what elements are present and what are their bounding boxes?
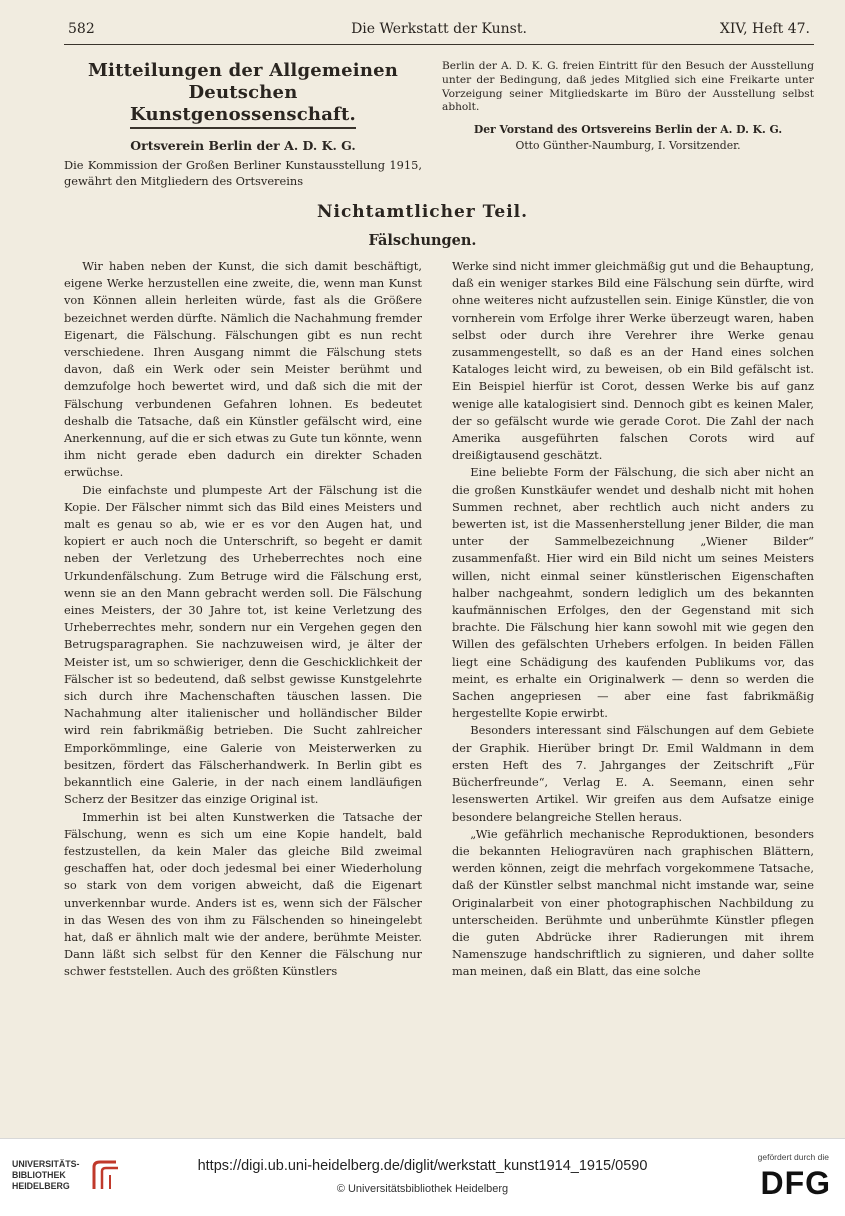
notice-right-column <box>442 60 814 153</box>
header-rule <box>64 44 814 45</box>
article-left-column <box>64 258 422 981</box>
notice-subtitle: Ortsverein Berlin der A. D. K. G. <box>130 138 356 153</box>
paragraph: Besonders interessant sind Fälschungen auf dem Gebiete der Graphik. Hierüber bringt Dr. Emil Waldmann in dem ersten Heft des 7. Jahrganges der Zeitschrift „Für Bücherfreunde“, Verlag E. A. Seemann, einen sehr lesenswerten Artikel. Wir greifen aus dem Aufsatze einige besondere belangreiche Stellen heraus. <box>452 723 814 824</box>
paragraph: Eine beliebte Form der Fälschung, die sich aber nicht an die großen Kunstkäufer wendet und deshalb nicht mit hohen Summen rechnet, aber rechtlich auch nicht anders zu bewerten ist, ist die Massenherstellung jener Bilder, die man unter der Sammelbezeichnung „Wiener Bilder“ zusammenfaßt. Hier wird ein Bild nicht um seines Meisters willen, nicht einmal seiner künstlerischen Eigenschaften halber nachgeahmt, sondern lediglich um des bekannten kaufmännischen Erfolges, den der Gegenstand mit sich brachte. Die Fälschung hier kann sowohl mit wie gegen den Willen des gefälschten Urhebers erfolgen. In beiden Fällen liegt eine Schädigung des kaufenden Publikums vor, das meint, es erhalte ein Originalwerk — denn so werden die Sachen angepriesen — aber eine fast fabrikmäßig hergestellte Kopie erwirbt. <box>452 465 814 721</box>
dfg-logo[interactable]: DFG <box>760 1165 831 1201</box>
running-title: Die Werkstatt der Kunst. <box>351 21 527 37</box>
notice-title-line1: Mitteilungen der Allgemeinen Deutschen <box>87 60 399 103</box>
issue-number: XIV, Heft 47. <box>719 21 810 37</box>
notice-title <box>64 60 422 129</box>
notice-left-column <box>64 60 422 189</box>
paragraph: Werke sind nicht immer gleichmäßig gut und die Behauptung, daß ein weniger starkes Bild eine Fälschung sein dürfte, wird ohne weiteres nicht aufzustellen sein. Einige Künstler, die von vornherein vom Erfolge ihrer Werke überzeugt waren, haben selbst oder durch ihre Verehrer ihre Werke genau zusammengestellt, so daß es an der Hand eines solchen Kataloges leicht wird, zu beweisen, ob ein Bild gefälscht ist. Ein Beispiel hierfür ist Corot, dessen Werke bis auf ganz wenige alle katalogisiert sind. Dennoch gibt es keinen Maler, der so gefälscht wurde wie gerade Corot. Die Zahl der nach Amerika ausgeführten falschen Corots wird auf dreißigtausend geschätzt. <box>452 259 814 463</box>
library-name: UNIVERSITÄTS- BIBLIOTHEK HEIDELBERG <box>12 1159 80 1191</box>
article-title: Fälschungen. <box>368 232 477 249</box>
paragraph: Die einfachste und plumpeste Art der Fälschung ist die Kopie. Der Fälscher nimmt sich das Bild eines Meisters und malt es genau so ab, wie er es vor den Augen hat, und kopiert er auch noch die Unterschrift, so begeht er damit neben der Verletzung des Urheberrechtes noch eine Urkundenfälschung. Zum Betruge wird die Fälschung erst, wenn sie an den Mann gebracht werden soll. Die Fälschung eines Meisters, der 30 Jahre tot, ist keine Verletzung des Urheberrechtes mehr, sondern nur ein Vergehen gegen den Betrugsparagraphen. Sie nachzuweisen wird, je älter der Meister ist, um so schwieriger, denn die Geschicklichkeit der Fälscher ist so bedeutend, daß selbst gewisse Kunstgelehrte sich durch ihre Machenschaften täuschen lassen. Die Nachahmung alter italienischer und holländischer Bilder wird rein fabrikmäßig betrieben. Die Sucht zahlreicher Emporkömmlinge, eine Galerie von Meisterwerken zu besitzen, fördert das Fälscherhandwerk. In Berlin gibt es bekanntlich eine Galerie, in der nach einem landläufigen Scherz der Besitzer das einzige Original ist. <box>64 482 422 807</box>
section-title: Nichtamtlicher Teil. <box>316 202 529 222</box>
page-number: 582 <box>68 21 95 37</box>
notice-signer: Der Vorstand des Ortsvereins Berlin der A. D. K. G. <box>473 123 783 137</box>
funded-by-label: gefördert durch die <box>757 1152 829 1162</box>
notice-title-line2: Kunstgenossenschaft. <box>130 104 356 129</box>
permalink-url[interactable]: https://digi.ub.uni-heidelberg.de/diglit/werkstatt_kunst1914_1915/0590 <box>197 1158 648 1174</box>
paragraph: Immerhin ist bei alten Kunstwerken die Tatsache der Fälschung, wenn es sich um eine Kopie handelt, bald festzustellen, da kein Maler das gleiche Bild zweimal geschaffen hat, oder doch jedesmal bei einer Wiederholung so stark von dem vorigen abweicht, daß die Eigenart unverkennbar wurde. Anders ist es, wenn sich der Fälscher in das Wesen des von ihm zu Fälschenden so hineingelebt hat, daß er ähnlich malt wie der andere, berühmte Meister. Dann läßt sich selbst für den Kenner die Fälschung nur schwer feststellen. Auch des größten Künstlers <box>64 809 422 979</box>
notice-text-left: Die Kommission der Großen Berliner Kunstausstellung 1915, gewährt den Mitgliedern des Ortsvereins <box>64 158 422 188</box>
notice-text-right: Berlin der A. D. K. G. freien Eintritt für den Besuch der Ausstellung unter der Bedingung, daß jedes Mitglied sich eine Freikarte unter Vorzeigung seiner Mitgliedskarte im Büro der Ausstellung selbst abholt. <box>442 60 814 114</box>
paragraph: Wir haben neben der Kunst, die sich damit beschäftigt, eigene Werke herzustellen eine zweite, die, wenn man Kunst von Können allein herleiten würde, fast als die Größere bezeichnet werden dürfte. Nämlich die Nachahmung fremder Eigenart, die Fälschung. Fälschungen gibt es nun recht verschiedene. Ihren Ausgang nimmt die Fälschung stets davon, daß ein Werk oder sein Meister berühmt und demzufolge hoch bewertet wird, und daß sich die mit der Fälschung verbundenen Gefahren lohnen. Es bedeutet deshalb die Tatsache, daß ein Künstler gefälscht wird, eine Anerkennung, auf die er sich etwas zu Gute tun könnte, wenn ihm nicht gerade eben dadurch ein direkter Schaden erwüchse. <box>64 259 422 480</box>
copyright-notice: © Universitätsbibliothek Heidelberg <box>336 1183 509 1195</box>
notice-signer-name: Otto Günther-Naumburg, I. Vorsitzender. <box>515 138 741 152</box>
paragraph: „Wie gefährlich mechanische Reproduktionen, besonders die bekannten Heliogravüren nach graphischen Blättern, werden können, zeigt die mehrfach vorgekommene Tatsache, daß der Künstler selbst manchmal nicht imstande war, seine Originalarbeit von einer photographischen Nachbildung zu unterscheiden. Berühmte und unberühmte Künstler pflegen die guten Abdrücke ihrer Radierungen mit ihrem Namenszuge handschriftlich zu signieren, und daher sollte man meinen, daß ein Blatt, das eine solche <box>452 826 814 979</box>
viewer-footer <box>0 1138 845 1216</box>
article-right-column <box>452 258 814 981</box>
running-head <box>68 18 810 40</box>
